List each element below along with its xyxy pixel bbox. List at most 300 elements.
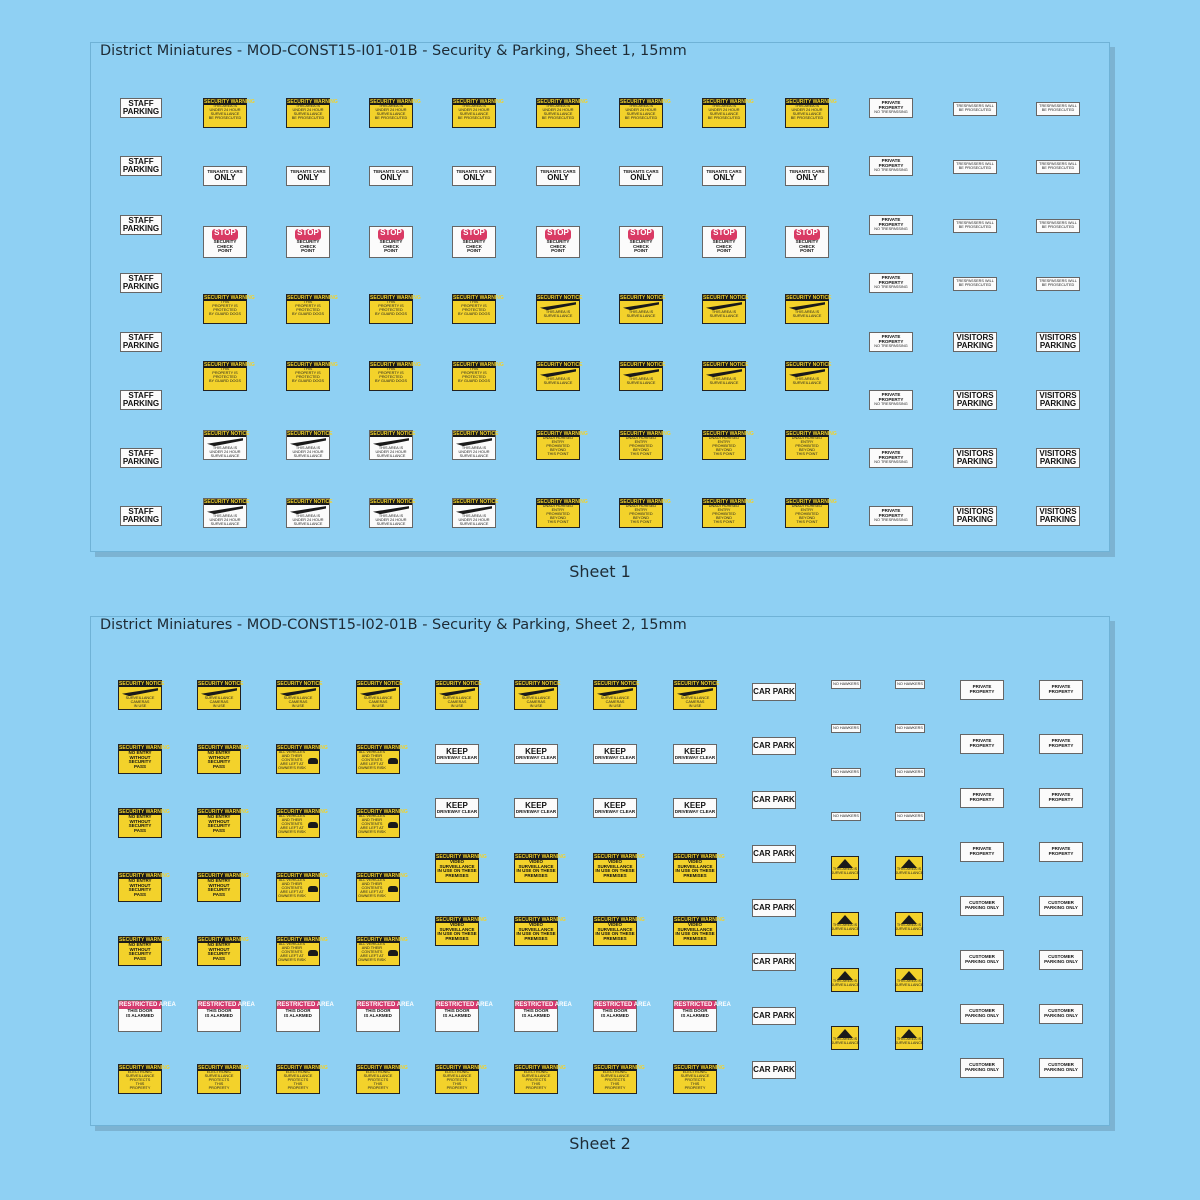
sign-header: SECURITY WARNING	[620, 430, 671, 437]
sign-text: VISITORS	[1039, 332, 1077, 342]
camera-icon	[623, 302, 659, 310]
sign-text: PARKING	[1039, 457, 1077, 466]
sign-text: PROTECTS	[525, 1077, 547, 1082]
staff-parking-sign	[120, 156, 162, 176]
sign-text: SURVEILLANCE	[376, 453, 406, 458]
sign-header: SECURITY WARNING	[287, 98, 338, 105]
sign-text: PROPERTY	[208, 1085, 230, 1090]
sign-text: ONLY	[214, 173, 236, 183]
sign-text: THIS AREA IS	[378, 514, 404, 519]
surveillance-triangle-sign	[895, 968, 923, 992]
private-property-sign	[960, 680, 1004, 700]
sign-text: STAFF	[128, 156, 154, 166]
sign-text: DRIVEWAY CLEAR	[674, 808, 716, 814]
sign-text: ELECTRONIC	[523, 1070, 549, 1075]
no-entry-security-pass-sign	[118, 936, 170, 966]
tenants-cars-sign	[203, 166, 247, 186]
sign-text: PROHIBITED	[712, 443, 736, 448]
unauthorised-entry-sign	[702, 430, 754, 460]
unauthorised-entry-sign	[619, 498, 671, 528]
sign-body	[357, 943, 399, 962]
private-property-sign	[1039, 734, 1083, 754]
car-park-sign	[752, 683, 796, 701]
sign-text: THIS AREA IS	[628, 310, 654, 315]
sign-header: SECURITY WARNING	[453, 294, 504, 301]
sign-text: POINT	[218, 248, 232, 254]
sign-text: THIS AREA IS	[628, 104, 654, 109]
guard-dog-warning-sign	[286, 361, 338, 391]
sign-text: PARKING	[956, 457, 994, 466]
unauthorised-entry-sign	[536, 430, 588, 460]
trespassers-sign	[1036, 160, 1080, 174]
sign-text: BE PROSECUTED	[457, 115, 491, 120]
sign-text: PARKING	[1039, 341, 1077, 350]
sign-header: SECURITY WARNING	[786, 98, 837, 105]
no-hawkers-sign	[831, 680, 861, 689]
sign-text: CONTENTS	[361, 885, 383, 890]
sign-header: SECURITY NOTICE	[453, 430, 499, 437]
sign-text: DRIVEWAY CLEAR	[594, 808, 636, 814]
sign-text: TRESPASSERS WILL	[1039, 221, 1077, 226]
sign-text: THIS AREA IS	[896, 923, 922, 927]
sign-text: SURVEILLANCE	[543, 380, 573, 385]
sign-text: SURVEILLANCE	[518, 863, 554, 869]
sign-text: CAR PARK	[753, 1010, 795, 1020]
sign-header: SECURITY WARNING	[198, 744, 249, 751]
restricted-area-alarm-sign	[356, 1000, 414, 1032]
no-entry-security-pass-sign	[118, 744, 170, 774]
sign-text: CONTENTS	[281, 949, 303, 954]
sign-text: PROPERTY	[878, 163, 904, 169]
sign-text: NO ENTRY	[128, 750, 152, 756]
sign-text: UNDER 24 HOUR	[209, 449, 241, 454]
sign-text: THIS AREA IS	[832, 1037, 858, 1041]
camera-icon	[597, 688, 633, 696]
keep-driveway-clear-sign	[435, 798, 479, 818]
sign-text: PROPERTY IS	[295, 303, 321, 308]
cctv-notice-sign	[286, 430, 333, 460]
sign-text: ELECTRONIC	[285, 1070, 311, 1075]
keep-driveway-clear-sign	[673, 744, 717, 764]
sign-text: IS ALARMED	[205, 1012, 233, 1018]
sign-text: PARKING	[122, 224, 160, 233]
sign-text: THIS AREA IS	[711, 104, 737, 109]
sign-text: BY GUARD DOGS	[209, 378, 241, 383]
restricted-area-alarm-sign	[276, 1000, 334, 1032]
sign-header: SECURITY WARNING	[370, 98, 421, 105]
sign-text: SURVEILLANCE	[283, 1073, 313, 1078]
sign-text: SURVEILLANCE	[830, 1040, 860, 1045]
vehicles-owner-risk-sign	[276, 808, 328, 838]
sign-text: THIS AREA IS	[896, 1037, 922, 1041]
video-surveillance-sign	[514, 853, 566, 883]
sign-text: NO TRESPASSING	[874, 343, 908, 348]
sign-text: SURVEILLANCE	[363, 696, 393, 701]
sign-text: ELECTRONIC	[602, 1070, 628, 1075]
sign-text: UNDER 24 HOUR	[791, 107, 823, 112]
sign-header: SECURITY NOTICE	[198, 680, 244, 687]
sign-text: THIS POINT	[796, 451, 818, 456]
sign-text: SURVEILLANCE	[677, 863, 713, 869]
sign-text: SURVEILLANCE	[521, 1073, 551, 1078]
sign-text: BEYOND	[798, 447, 816, 452]
sign-text: UNAUTHORISED	[625, 436, 657, 441]
sign-text: SURVEILLANCE	[830, 982, 860, 987]
sign-text: ELECTRONIC	[127, 1070, 153, 1075]
sign-text: SURVEILLANCE	[792, 380, 822, 385]
customer-parking-sign	[960, 896, 1004, 916]
car-park-sign	[752, 845, 796, 863]
sign-text: STAFF	[128, 215, 154, 225]
sign-body	[277, 943, 319, 962]
video-surveillance-sign	[673, 916, 725, 946]
video-surveillance-sign	[593, 916, 645, 946]
sign-header: SECURITY WARNING	[119, 744, 170, 751]
sign-text: THIS	[531, 1081, 541, 1086]
sign-text: PROHIBITED	[629, 443, 653, 448]
sign-text: THIS AREA IS	[378, 446, 404, 451]
unauthorised-entry-sign	[702, 498, 754, 528]
sign-text: BE PROSECUTED	[790, 115, 824, 120]
sign-text: PARKING	[122, 515, 160, 524]
sign-text: SURVEILLANCE	[210, 111, 240, 116]
sign-text: CUSTOMER	[1048, 900, 1074, 906]
sign-text: TRESPASSERS WILL	[956, 221, 994, 226]
sign-header: SECURITY WARNING	[357, 744, 408, 751]
sign-text: BE PROSECUTED	[958, 166, 992, 170]
sign-text: CONTENTS	[361, 821, 383, 826]
sign-text: BEYOND	[798, 515, 816, 520]
sign-header: SECURITY WARNING	[594, 853, 645, 860]
tenants-cars-sign	[702, 166, 746, 186]
sign-header: RESTRICTED AREA	[436, 1002, 493, 1008]
sign-text: PARKING	[122, 107, 160, 116]
sign-text: IN USE	[212, 703, 226, 708]
sign-text: CUSTOMER	[969, 900, 995, 906]
surveillance-cameras-sign	[356, 680, 403, 710]
car-icon	[388, 758, 398, 764]
sign-header: SECURITY WARNING	[537, 98, 588, 105]
sign-text: SURVEILLANCE	[626, 111, 656, 116]
sign-text: ALL VEHICLES	[358, 942, 386, 947]
sign-text: PROPERTY	[525, 1085, 547, 1090]
sign-text: THIS AREA IS	[212, 514, 238, 519]
sign-text: SECURITY	[207, 823, 231, 829]
sign-text: VIDEO	[528, 922, 543, 928]
sign-text: IN USE ON THESE	[595, 931, 635, 937]
sign-header: SECURITY WARNING	[357, 872, 408, 879]
camera-icon	[518, 688, 554, 696]
sign-text: KEEP	[525, 800, 547, 810]
sign-text: THIS AREA IS	[832, 867, 858, 871]
sign-text: CHECK	[465, 243, 482, 249]
car-park-sign	[752, 1007, 796, 1025]
sign-header: SECURITY NOTICE	[515, 680, 561, 687]
sign-text: THIS AREA IS	[794, 310, 820, 315]
sign-text: CUSTOMER	[969, 1062, 995, 1068]
sign-text: TENANTS CARS	[456, 168, 492, 174]
sign-text: ELECTRONIC	[444, 1070, 470, 1075]
sign-text: TENANTS CARS	[290, 168, 326, 174]
sign-body	[277, 879, 319, 898]
sign-text: ENTRY	[800, 507, 814, 512]
sign-header: SECURITY WARNING	[287, 294, 338, 301]
sign-text: CHECK	[632, 243, 649, 249]
sign-text: CAR PARK	[753, 956, 795, 966]
sign-text: IN USE	[529, 703, 543, 708]
sign-text: ARE LEFT AT	[360, 889, 384, 894]
sign-text: SECURITY	[629, 239, 653, 244]
sign-text: PROPERTY	[878, 222, 904, 228]
sign-text: THIS AREA IS	[794, 377, 820, 382]
sign-header: SECURITY WARNING	[119, 872, 170, 879]
sign-header: SECURITY WARNING	[594, 1064, 645, 1071]
sign-text: THIS POINT	[547, 519, 569, 524]
sign-text: PROHIBITED	[795, 443, 819, 448]
surveillance-triangle-sign	[831, 1026, 859, 1050]
surveillance-triangle-sign	[831, 912, 859, 936]
sign-text: THIS	[452, 1081, 462, 1086]
guard-dog-warning-sign	[452, 294, 504, 324]
camera-icon	[540, 369, 576, 377]
sign-text: PROPERTY	[1048, 851, 1074, 856]
sign-text: PROPERTY	[969, 851, 995, 856]
sign-text: NO TRESPASSING	[874, 284, 908, 289]
sign-text: ENTRY	[717, 507, 731, 512]
sign-text: OWNER'S RISK	[278, 957, 306, 962]
sign-text: BEYOND	[715, 515, 733, 520]
sign-text: BEYOND	[632, 515, 650, 520]
video-surveillance-sign	[514, 916, 566, 946]
sign-text: PARKING ONLY	[1044, 959, 1078, 964]
sign-text: IN USE	[608, 703, 622, 708]
sign-text: CAR PARK	[753, 902, 795, 912]
no-hawkers-sign	[895, 724, 925, 733]
no-hawkers-sign	[831, 768, 861, 777]
trespassers-sign	[953, 277, 997, 291]
sign-body	[357, 879, 399, 898]
sign-text: SURVEILLANCE	[543, 111, 573, 116]
sign-text: UNDER 24 HOUR	[375, 517, 407, 522]
sign-text: PRIVATE	[881, 100, 901, 106]
sign-text-block	[358, 879, 386, 898]
sign-text: SURVEILLANCE	[210, 521, 240, 526]
sign-text: SURVEILLANCE	[293, 453, 323, 458]
sign-text: WITHOUT	[129, 818, 151, 824]
sign-text: PARKING ONLY	[965, 1013, 999, 1018]
sign-text: BE PROSECUTED	[1041, 108, 1075, 112]
sign-text: VISITORS	[1039, 506, 1077, 516]
customer-parking-sign	[1039, 896, 1083, 916]
tenants-cars-sign	[452, 166, 496, 186]
electronic-surveillance-sign	[514, 1064, 566, 1094]
car-icon	[308, 886, 318, 892]
sign-text: SURVEILLANCE	[626, 313, 656, 318]
sign-text: THIS AREA IS	[212, 104, 238, 109]
sign-text: ONLY	[713, 173, 735, 183]
sign-text: POINT	[384, 248, 398, 254]
sign-text: SURVEILLANCE	[459, 111, 489, 116]
sign-header: RESTRICTED AREA	[674, 1002, 731, 1008]
sign-text: PROPERTY	[1048, 743, 1074, 748]
security-notice-sign	[785, 361, 832, 391]
private-property-sign	[960, 842, 1004, 862]
security-notice-sign	[619, 294, 666, 324]
sign-text: BY GUARD DOGS	[292, 311, 324, 316]
sign-text: CAMERAS	[288, 699, 308, 704]
no-entry-security-pass-sign	[118, 808, 170, 838]
restricted-area-alarm-sign	[514, 1000, 572, 1032]
cctv-notice-sign	[369, 498, 416, 528]
sign-text: CAMERAS	[605, 699, 625, 704]
sign-text: THIS	[373, 1081, 383, 1086]
sign-text: OWNER'S RISK	[358, 765, 386, 770]
sign-text: THIS AREA IS	[896, 867, 922, 871]
trespassers-sign	[1036, 102, 1080, 116]
sign-text: AND THEIR	[281, 753, 303, 758]
stop-checkpoint-sign	[203, 226, 247, 258]
sign-text: NO HAWKERS	[897, 769, 923, 774]
guard-dog-warning-sign	[369, 294, 421, 324]
sign-text: BY GUARD DOGS	[458, 311, 490, 316]
sign-text: PARKING ONLY	[965, 959, 999, 964]
sign-text: SURVEILLANCE	[518, 926, 554, 932]
stop-checkpoint-sign	[286, 226, 330, 258]
sign-text: PARKING	[1039, 515, 1077, 524]
sign-text: BEYOND	[632, 447, 650, 452]
no-hawkers-sign	[831, 724, 861, 733]
sign-text: VISITORS	[956, 506, 994, 516]
vehicles-owner-risk-sign	[356, 936, 408, 966]
sign-text: OWNER'S RISK	[278, 765, 306, 770]
customer-parking-sign	[960, 1058, 1004, 1078]
sign-text: PASS	[134, 763, 146, 769]
sign-header: SECURITY NOTICE	[703, 361, 749, 368]
stop-checkpoint-sign	[369, 226, 413, 258]
sign-text: SURVEILLANCE	[376, 111, 406, 116]
sign-header: SECURITY WARNING	[703, 498, 754, 505]
sign-text: ONLY	[547, 173, 569, 183]
vehicles-owner-risk-sign	[276, 936, 328, 966]
sign-header: SECURITY NOTICE	[287, 498, 333, 505]
sign-text: PROTECTS	[604, 1077, 626, 1082]
sign-text: UNAUTHORISED	[625, 504, 657, 509]
sign-text: PROPERTY IS	[461, 370, 487, 375]
sign-text: THIS POINT	[713, 519, 735, 524]
customer-parking-sign	[960, 950, 1004, 970]
sign-header: SECURITY WARNING	[357, 808, 408, 815]
sign-text: PROPERTY IS	[295, 370, 321, 375]
sign-header: SECURITY NOTICE	[537, 294, 583, 301]
security-warning-sign	[619, 98, 671, 128]
sign-text: SURVEILLANCE	[442, 696, 472, 701]
sign-text: BY GUARD DOGS	[375, 378, 407, 383]
surveillance-cameras-sign	[435, 680, 482, 710]
sign-text: PROPERTY	[1048, 797, 1074, 802]
sign-text: ONLY	[463, 173, 485, 183]
sign-text: VIDEO	[449, 859, 464, 865]
vehicles-owner-risk-sign	[356, 808, 408, 838]
sign-text: PROTECTED	[379, 307, 403, 312]
sign-text: CONTENTS	[361, 757, 383, 762]
sign-text: AND THEIR	[361, 817, 383, 822]
sign-text: BEYOND	[715, 447, 733, 452]
sign-header: SECURITY WARNING	[198, 872, 249, 879]
sign-text: PROTECTED	[213, 307, 237, 312]
private-property-sign	[869, 448, 913, 468]
sign-text: THIS	[303, 300, 313, 305]
unauthorised-entry-sign	[785, 498, 837, 528]
camera-icon	[373, 438, 409, 446]
sign-text: BY GUARD DOGS	[375, 311, 407, 316]
staff-parking-sign	[120, 273, 162, 293]
sign-text: PRIVATE	[972, 738, 992, 744]
sign-text: PROHIBITED	[546, 511, 570, 516]
camera-icon	[122, 688, 158, 696]
sign-text: THIS	[610, 1081, 620, 1086]
electronic-surveillance-sign	[197, 1064, 249, 1094]
camera-icon	[201, 688, 237, 696]
sign-header: SECURITY WARNING	[515, 916, 566, 923]
sign-text: PRIVATE	[881, 275, 901, 281]
sign-text: NO HAWKERS	[897, 725, 923, 730]
private-property-sign	[869, 98, 913, 118]
surveillance-cameras-sign	[118, 680, 165, 710]
sign-text: PARKING	[122, 457, 160, 466]
sheet-2-caption: Sheet 2	[569, 1134, 631, 1153]
sign-text: THIS	[386, 367, 396, 372]
sign-header: SECURITY WARNING	[357, 936, 408, 943]
sign-text-block	[278, 751, 306, 770]
sign-text: NO HAWKERS	[897, 681, 923, 686]
sign-text: THIS POINT	[547, 451, 569, 456]
sign-header: SECURITY WARNING	[277, 808, 328, 815]
visitors-parking-sign	[1036, 390, 1080, 410]
sign-header: SECURITY NOTICE	[620, 294, 666, 301]
sign-text: IN USE	[688, 703, 702, 708]
customer-parking-sign	[960, 1004, 1004, 1024]
sign-text: KEEP	[684, 800, 706, 810]
sign-text: AND THEIR	[281, 881, 303, 886]
sign-text: ENTRY	[800, 439, 814, 444]
sign-text: CAMERAS	[526, 699, 546, 704]
sign-text: SECURITY	[128, 823, 152, 829]
sign-text: BE PROSECUTED	[1041, 166, 1075, 170]
sign-text: PREMISES	[603, 935, 627, 941]
sign-text: PRIVATE	[881, 334, 901, 340]
sign-text: UNDER 24 HOUR	[292, 517, 324, 522]
sign-text: NO TRESPASSING	[874, 517, 908, 522]
sign-text: PASS	[213, 955, 225, 961]
sign-header: SECURITY WARNING	[357, 1064, 408, 1071]
camera-icon	[789, 302, 825, 310]
sign-text: PROPERTY	[878, 513, 904, 519]
trespassers-sign	[953, 102, 997, 116]
sign-text: UNAUTHORISED	[542, 504, 574, 509]
security-notice-sign	[702, 361, 749, 391]
sign-text: PROTECTS	[287, 1077, 309, 1082]
sign-text: WITHOUT	[129, 754, 151, 760]
sign-text: KEEP	[604, 746, 626, 756]
sign-text: PROPERTY	[969, 797, 995, 802]
sign-header: SECURITY WARNING	[277, 1064, 328, 1071]
sign-header: SECURITY NOTICE	[620, 361, 666, 368]
stop-checkpoint-sign	[619, 226, 663, 258]
sign-text: NO TRESPASSING	[874, 226, 908, 231]
sign-text: THIS DOOR	[602, 1008, 628, 1014]
sign-text: BE PROSECUTED	[958, 108, 992, 112]
car-park-sign	[752, 791, 796, 809]
